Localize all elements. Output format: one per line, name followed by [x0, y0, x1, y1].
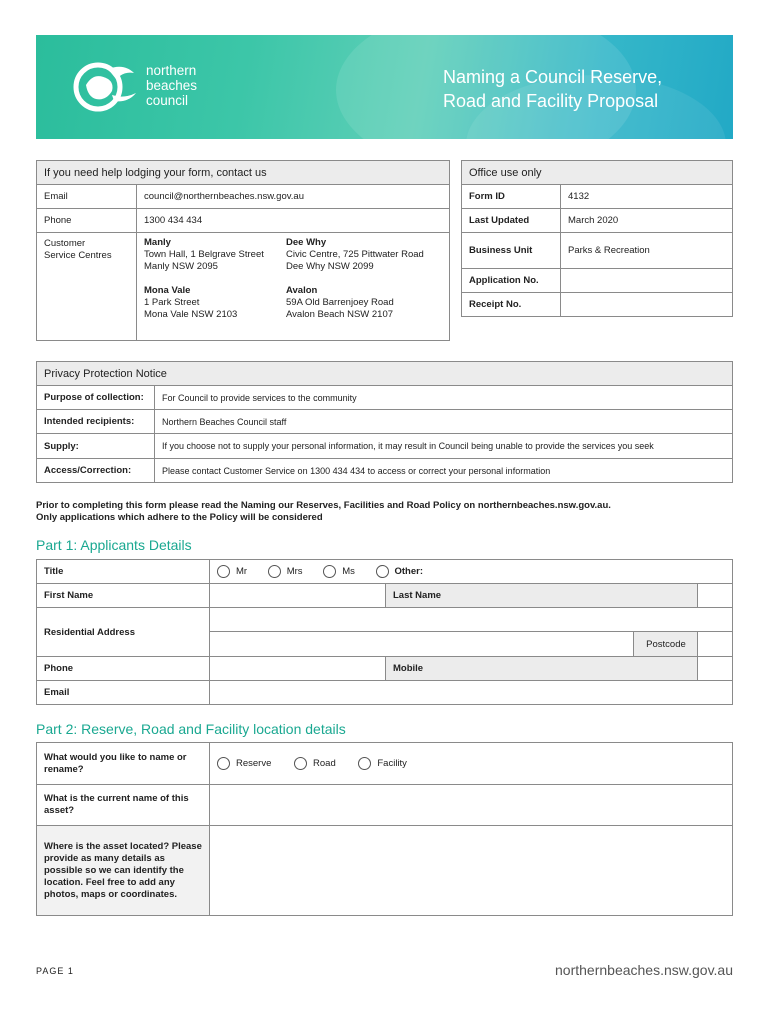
postcode-field[interactable] — [698, 632, 733, 657]
centre-address: 1 Park Street — [144, 297, 200, 308]
email-label: Email — [37, 681, 210, 705]
centre-address: Mona Vale NSW 2103 — [144, 309, 238, 320]
q3-label: Where is the asset located? Please provide as many details as possible so we can identify the location. Feel free to add any photos, maps or coordinates. — [37, 826, 210, 916]
part2-heading: Part 2: Reserve, Road and Facility location details — [36, 721, 346, 737]
org-line: council — [146, 93, 189, 108]
title-options — [210, 560, 733, 584]
title-label: Title — [37, 560, 210, 584]
centre-address: Manly NSW 2095 — [144, 261, 218, 272]
option-label: Facility — [377, 758, 407, 770]
centre-address: Civic Centre, 725 Pittwater Road — [286, 249, 424, 260]
contact-heading: If you need help lodging your form, contact us — [37, 161, 450, 185]
address-label: Residential Address — [37, 608, 210, 657]
first-name-field[interactable] — [210, 584, 386, 608]
phone-label: Phone — [37, 209, 137, 233]
location-field[interactable] — [210, 826, 733, 916]
current-name-field[interactable] — [210, 785, 733, 826]
office-label: Last Updated — [462, 209, 561, 233]
privacy-label: Purpose of collection: — [37, 386, 155, 410]
q1-options — [210, 743, 733, 785]
privacy-label: Access/Correction: — [37, 459, 155, 483]
policy-note-line: Prior to completing this form please read the Naming our Reserves, Facilities and Road Policy on northernbeaches.nsw.gov.au. — [36, 500, 611, 511]
privacy-label: Intended recipients: — [37, 410, 155, 434]
title-option-mrs[interactable] — [268, 565, 303, 578]
radio-icon[interactable] — [376, 565, 389, 578]
title-option-other[interactable] — [376, 565, 424, 578]
office-value: March 2020 — [561, 209, 733, 233]
centre-name: Mona Vale — [144, 285, 191, 296]
radio-icon[interactable] — [323, 565, 336, 578]
centre-name: Manly — [144, 237, 171, 248]
centre-dee-why — [286, 237, 424, 273]
contact-table — [36, 160, 450, 341]
centres-label-line: Customer — [44, 238, 86, 249]
centre-name: Avalon — [286, 285, 318, 296]
office-label: Application No. — [462, 269, 561, 293]
centre-avalon — [286, 285, 394, 321]
q2-label: What is the current name of this asset? — [37, 785, 210, 826]
title-option-mr[interactable] — [217, 565, 247, 578]
part1-heading: Part 1: Applicants Details — [36, 537, 192, 553]
org-name — [146, 63, 197, 108]
centre-mona-vale — [144, 285, 286, 321]
office-value: 4132 — [561, 185, 733, 209]
centres-label-line: Service Centres — [44, 250, 112, 261]
option-label: Reserve — [236, 758, 272, 770]
address-field[interactable] — [210, 608, 733, 632]
email-label: Email — [37, 185, 137, 209]
radio-icon[interactable] — [268, 565, 281, 578]
office-heading: Office use only — [462, 161, 733, 185]
application-no-field[interactable] — [561, 269, 733, 293]
last-name-field[interactable] — [698, 584, 733, 608]
phone-field[interactable] — [210, 657, 386, 681]
radio-icon[interactable] — [294, 757, 307, 770]
q1-label: What would you like to name or rename? — [37, 743, 210, 785]
office-value: Parks & Recreation — [561, 233, 733, 269]
applicant-details-table — [36, 559, 733, 705]
option-reserve[interactable] — [217, 757, 271, 770]
radio-icon[interactable] — [358, 757, 371, 770]
policy-note-line: Only applications which adhere to the Policy will be considered — [36, 512, 323, 523]
page-number: PAGE 1 — [36, 966, 74, 976]
option-label: Mr — [236, 566, 248, 578]
receipt-no-field[interactable] — [561, 293, 733, 317]
centre-address: 59A Old Barrenjoey Road — [286, 297, 394, 308]
mobile-field[interactable] — [698, 657, 733, 681]
radio-icon[interactable] — [217, 757, 230, 770]
privacy-table — [36, 361, 733, 483]
privacy-value: For Council to provide services to the community — [155, 386, 733, 410]
radio-icon[interactable] — [217, 565, 230, 578]
phone-value: 1300 434 434 — [137, 209, 450, 233]
email-value[interactable]: council@northernbeaches.nsw.gov.au — [137, 185, 450, 209]
privacy-heading: Privacy Protection Notice — [37, 362, 733, 386]
privacy-label: Supply: — [37, 434, 155, 459]
office-label: Form ID — [462, 185, 561, 209]
option-label: Mrs — [286, 566, 303, 578]
centres-list — [137, 233, 450, 341]
title-option-ms[interactable] — [323, 565, 355, 578]
mobile-label: Mobile — [386, 657, 698, 681]
centre-address: Avalon Beach NSW 2107 — [286, 309, 394, 320]
first-name-label: First Name — [37, 584, 210, 608]
email-field[interactable] — [210, 681, 733, 705]
privacy-value: If you choose not to supply your personal information, it may result in Council being unable to provide the services you seek — [155, 434, 733, 459]
postcode-label: Postcode — [634, 632, 698, 657]
option-road[interactable] — [294, 757, 336, 770]
privacy-value: Northern Beaches Council staff — [155, 410, 733, 434]
title-line: Road and Facility Proposal — [443, 91, 659, 111]
centre-name: Dee Why — [286, 237, 327, 248]
office-label: Business Unit — [462, 233, 561, 269]
org-line: northern — [146, 63, 197, 78]
address-field-line2[interactable] — [210, 632, 634, 657]
org-line: beaches — [146, 78, 198, 93]
centre-manly — [144, 237, 286, 273]
centre-address: Town Hall, 1 Belgrave Street — [144, 249, 264, 260]
last-name-label: Last Name — [386, 584, 698, 608]
option-label: Other: — [394, 566, 423, 578]
document-title — [443, 65, 703, 113]
office-label: Receipt No. — [462, 293, 561, 317]
option-label: Road — [313, 758, 336, 770]
privacy-value: Please contact Customer Service on 1300 434 434 to access or correct your personal information — [155, 459, 733, 483]
header-banner — [36, 35, 733, 139]
option-facility[interactable] — [358, 757, 407, 770]
footer-url[interactable]: northernbeaches.nsw.gov.au — [555, 962, 733, 978]
centre-address: Dee Why NSW 2099 — [286, 261, 374, 272]
location-details-table — [36, 742, 733, 916]
council-logo-icon — [68, 55, 138, 117]
option-label: Ms — [342, 566, 355, 578]
policy-note — [36, 500, 733, 524]
phone-label: Phone — [37, 657, 210, 681]
title-line: Naming a Council Reserve, — [443, 67, 663, 87]
office-use-table — [461, 160, 733, 317]
centres-label — [37, 233, 137, 341]
